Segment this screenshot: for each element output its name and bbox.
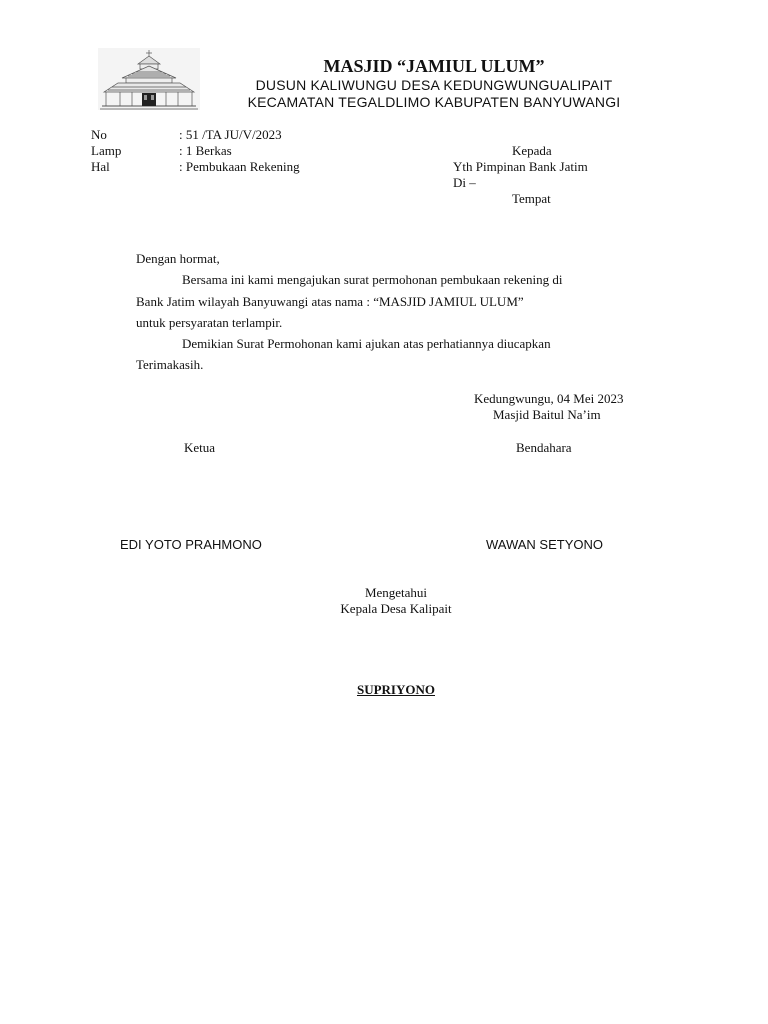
no-label: No <box>91 127 107 142</box>
no-value: : 51 /TA JU/V/2023 <box>179 127 282 142</box>
place-date: Kedungwungu, 04 Mei 2023 <box>474 391 624 406</box>
address-line-2: KECAMATAN TEGALDLIMO KABUPATEN BANYUWANGI <box>247 94 621 110</box>
hal-value: : Pembukaan Rekening <box>179 159 300 174</box>
recipient-name: Yth Pimpinan Bank Jatim <box>453 159 588 174</box>
page-title: MASJID “JAMIUL ULUM” <box>323 56 545 76</box>
recipient-kepada: Kepada <box>512 143 552 158</box>
recipient-place: Tempat <box>512 191 551 206</box>
body-line-3: untuk persyaratan terlampir. <box>136 315 283 330</box>
acknowledged-signatory: SUPRIYONO <box>356 682 435 697</box>
greeting: Dengan hormat, <box>136 251 220 266</box>
body-line-2: Bank Jatim wilayah Banyuwangi atas nama : “MASJID JAMIUL ULUM” <box>136 294 524 309</box>
acknowledged-label: Mengetahui <box>364 585 428 600</box>
role-ketua: Ketua <box>184 440 216 455</box>
signatory-ketua: EDI YOTO PRAHMONO <box>120 537 262 552</box>
mosque-logo-icon <box>98 48 200 110</box>
address-line-1: DUSUN KALIWUNGU DESA KEDUNGWUNGUALIPAIT <box>255 77 613 93</box>
lamp-value: : 1 Berkas <box>179 143 232 158</box>
body-line-4: Demikian Surat Permohonan kami ajukan atas perhatiannya diucapkan <box>182 336 551 351</box>
hal-label: Hal <box>91 159 110 174</box>
body-line-5: Terimakasih. <box>136 357 204 372</box>
body-line-1: Bersama ini kami mengajukan surat permohonan pembukaan rekening di <box>182 272 563 287</box>
signatory-bendahara: WAWAN SETYONO <box>486 537 603 552</box>
org-name: Masjid Baitul Na’im <box>493 407 601 422</box>
role-bendahara: Bendahara <box>516 440 572 455</box>
acknowledged-role: Kepala Desa Kalipait <box>340 601 452 616</box>
recipient-di: Di – <box>453 175 476 190</box>
lamp-label: Lamp <box>91 143 122 158</box>
